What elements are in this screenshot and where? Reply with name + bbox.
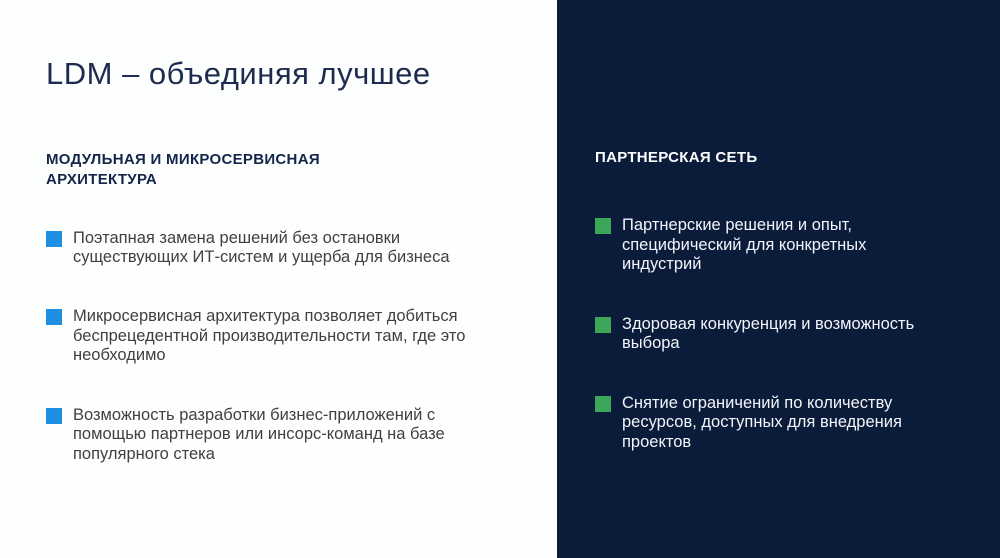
blue-square-bullet-icon (46, 408, 62, 424)
left-bullet-list (46, 229, 517, 465)
right-panel (557, 0, 1000, 558)
bullet-text: Снятие ограничений по количеству ресурсов, доступных для внедрения проектов (622, 393, 902, 451)
green-square-bullet-icon (595, 396, 611, 412)
green-square-bullet-icon (595, 218, 611, 234)
bullet-text: Микросервисная архитектура позволяет добиться беспрецедентной производительности там, где это необходимо (73, 307, 466, 365)
list-item (46, 307, 517, 365)
blue-square-bullet-icon (46, 231, 62, 247)
page-title: LDM – объединяя лучшее (46, 56, 431, 91)
list-item (595, 216, 970, 274)
bullet-text: Партнерские решения и опыт, специфический для конкретных индустрий (622, 216, 867, 274)
bullet-text: Поэтапная замена решений без остановки существующих ИТ-систем и ущерба для бизнеса (73, 228, 450, 266)
green-square-bullet-icon (595, 317, 611, 333)
list-item (46, 406, 517, 464)
blue-square-bullet-icon (46, 309, 62, 325)
right-bullet-list (595, 216, 970, 452)
list-item (46, 229, 517, 268)
bullet-text: Здоровая конкуренция и возможность выбора (622, 314, 915, 353)
right-section-heading: ПАРТНЕРСКАЯ СЕТЬ (595, 149, 758, 166)
list-item (595, 394, 970, 452)
bullet-text: Возможность разработки бизнес-приложений с помощью партнеров или инсорс-команд на базе популярного стека (73, 405, 445, 463)
left-section-heading: МОДУЛЬНАЯ И МИКРОСЕРВИСНАЯ АРХИТЕКТУРА (46, 151, 320, 189)
list-item (595, 315, 970, 354)
